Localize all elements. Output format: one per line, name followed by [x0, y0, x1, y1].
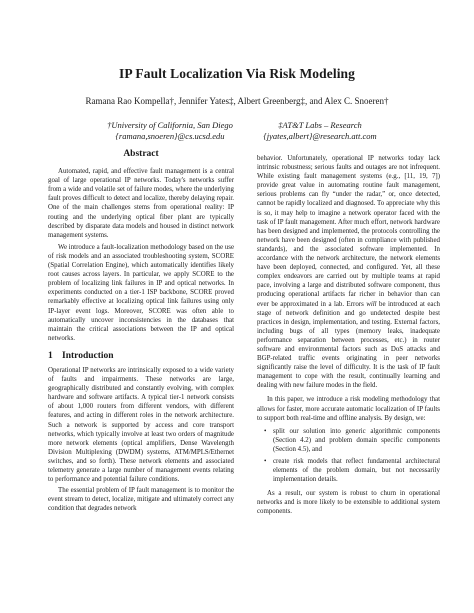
affiliation-emails: {ramana,snoeren}@cs.ucsd.edu [115, 131, 225, 141]
affiliation-att [245, 120, 395, 142]
emphasized-word: will [366, 300, 377, 308]
abstract-heading: Abstract [123, 149, 159, 159]
abstract-paragraph: We introduce a fault-localization methodology based on the use of risk models and an associated troubleshooting system, SCORE (Spatial Correlation Engine), which automatically identifies likely root causes across layers. In particular, we apply SCORE to the problem of localizing link failures in IP and optical networks. In experiments conducted on a tier-1 ISP backbone, SCORE proved remarkably effective at localizing optical link failures using only IP-layer event logs. Moreover, SCORE was often able to automatically uncover inconsistencies in the databases that maintain the critical associations between the IP and optical networks. [48, 243, 234, 342]
paragraph-text: be introduced at each stage of network definition and go undetected despite best practices in design, implementation, and testing. External factors, including bugs of all types (memory leaks, inadequate performance separation between processes, etc.) in router software and environmental factors such as DoS attacks and BGP-related traffic events originating in peer networks significantly raise the level of difficulty. It is the task of IP fault management to cope with the result, continually learning and dealing with new failure modes in the field. [257, 300, 440, 390]
body-paragraph [257, 154, 440, 390]
affiliation-name: ‡AT&T Labs – Research [278, 120, 362, 130]
affiliation-ucsd [95, 120, 245, 142]
affiliation-emails: {jyates,albert}@research.att.com [263, 131, 377, 141]
section-title: Introduction [62, 350, 114, 361]
section-number: 1 [48, 350, 53, 361]
body-paragraph: The essential problem of IP fault management is to monitor the event stream to detect, localize, mitigate and ultimately correct any condition that degrades network [48, 487, 234, 513]
contribution-list [257, 427, 440, 485]
body-paragraph: Operational IP networks are intrinsically exposed to a wide variety of faults and impairments. These networks are large, geographically distributed and constantly evolving, with complex hardware and software artifacts. A typical tier-1 network consists of about 1,000 routers from different vendors, with different features, and acting in different roles in the network architecture. Such a network is supported by access and core transport networks, which typically involve at least two orders of magnitude more network elements (optical amplifiers, Dense Wavelength Division Multiplexing (DWDM) systems, ATM/MPLS/Ethernet switches, and so forth). These network elements and associated telemetry generate a large number of management events relating to performance and potential failure conditions. [48, 366, 234, 484]
introduction-body [48, 366, 234, 514]
body-paragraph: In this paper, we introduce a risk modeling methodology that allows for faster, more accurate automatic localization of IP faults to support both real-time and offline analysis. By design, we: [257, 396, 440, 422]
list-item: • split our solution into generic algorithmic components (Section 4.2) and problem domain specific components (Section 4.5), and [273, 427, 440, 454]
section-heading-introduction [48, 352, 234, 361]
body-paragraph: As a result, our system is robust to churn in operational networks and is more likely to be extensible to additional system components. [257, 490, 440, 516]
abstract-paragraph: Automated, rapid, and effective fault management is a central goal of large operational IP networks. Today's networks suffer from a wide and volatile set of failure modes, where the underlying fault proves difficult to detect and localize, thereby delaying repair. One of the main challenges stems from operational reality: IP routing and the underlying optical fiber plant are typically described by disparate data models and housed in distinct network management systems. [48, 168, 234, 239]
right-column [257, 154, 440, 517]
list-item: • create risk models that reflect fundamental architectural elements of the problem domain, but not necessarily implementation details. [273, 457, 440, 484]
left-column [48, 150, 234, 513]
paragraph-text: behavior. Unfortunately, operational IP networks today lack intrinsic robustness; serious faults and outages are not infrequent. While existing fault management systems (e.g., [11, 19, 7]) provide great value in automating routine fault management, serious problems can fly “under the radar,” or, once detected, cannot be rapidly localized and diagnosed. To appreciate why this is so, it may help to imagine a network operator faced with the task of IP fault management. After much effort, network hardware has been designed and implemented, the protocols controlling the network have been designed (often in compliance with published standards), and the associated software implemented. In accordance with the network architecture, the network elements have been deployed, connected, and configured. Yet, all these complex endeavors are carried out by multiple teams at rapid pace, involving a large and distributed software component, thus producing operational artifacts far richer in behavior than can ever be approximated in a lab. Errors [257, 155, 440, 308]
paper-title: IP Fault Localization Via Risk Modeling [118, 66, 356, 81]
author-list: Ramana Rao Kompella†, Jennifer Yates‡, Albert Greenberg‡, and Alex C. Snoeren† [85, 96, 389, 106]
abstract-body [48, 167, 234, 343]
affiliation-name: †University of California, San Diego [107, 120, 233, 130]
